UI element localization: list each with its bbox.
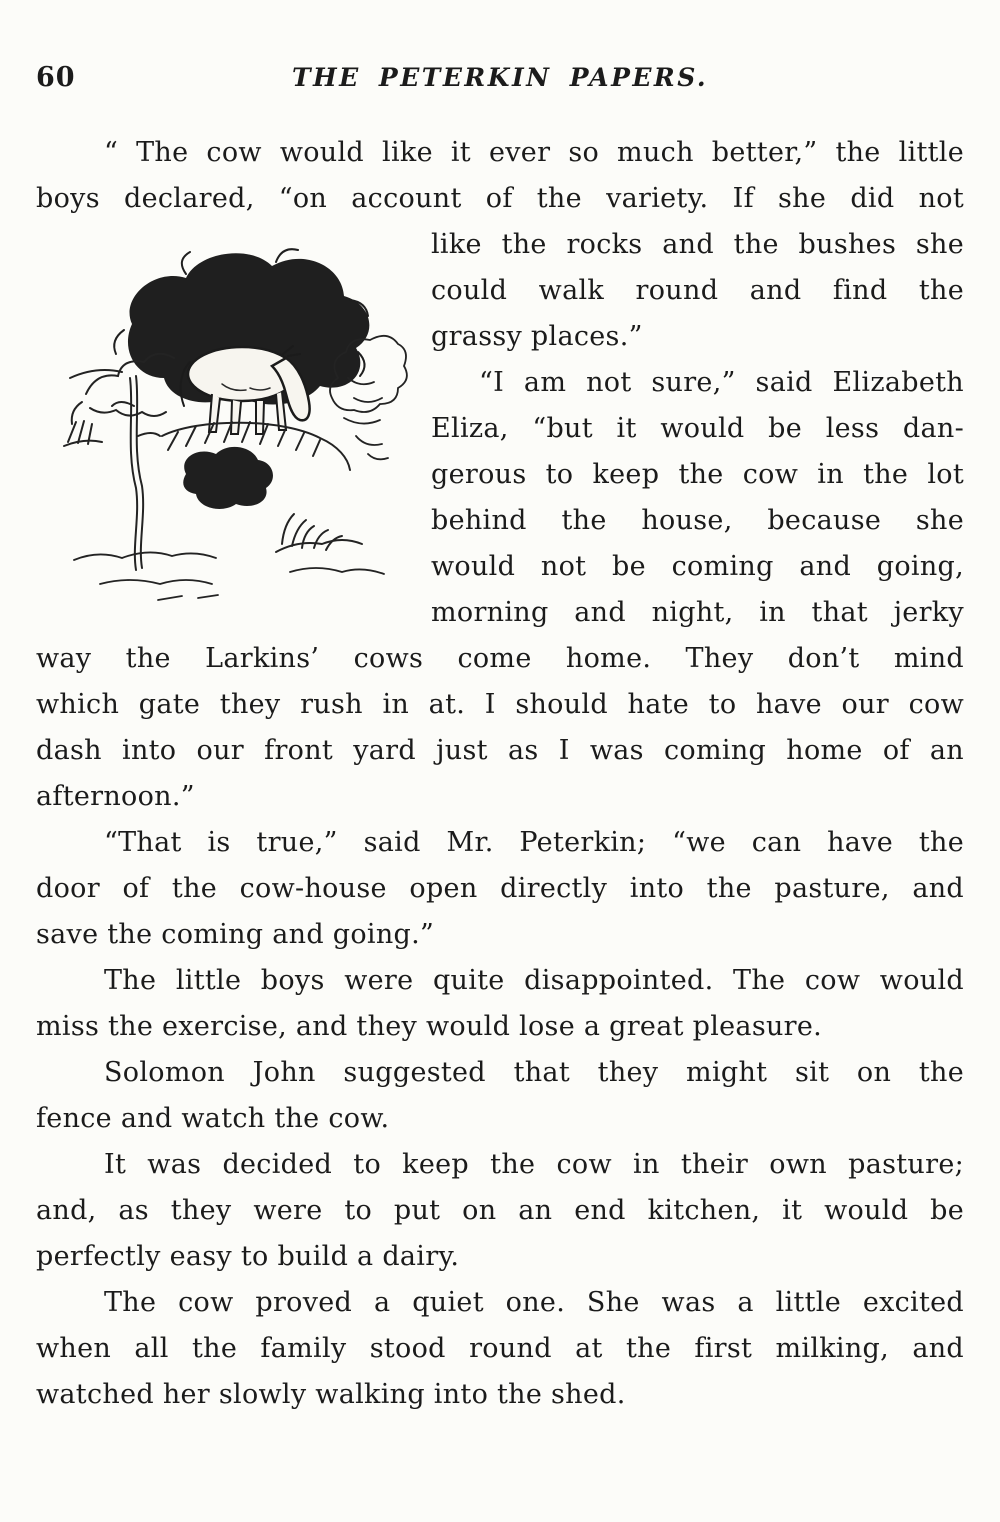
text-line: which gate they rush in at. I should hate to have our cow (36, 689, 964, 720)
text-line: watched her slowly walking into the shed. (36, 1379, 626, 1410)
text-line: It was decided to keep the cow in their own pasture; (104, 1149, 964, 1180)
text-line: “I am not sure,” said Elizabeth (479, 367, 964, 398)
cow-sketch-graphic (36, 226, 411, 622)
text-line: could walk round and find the (431, 275, 964, 306)
running-head: THE PETERKIN PAPERS. (291, 63, 709, 92)
text-line: grassy places.” (431, 321, 643, 352)
text-line: when all the family stood round at the first milking, and (36, 1333, 964, 1364)
text-line: save the coming and going.” (36, 919, 435, 950)
text-line: “ The cow would like it ever so much better,” the little (104, 137, 964, 168)
text-line: dash into our front yard just as I was coming home of an (36, 735, 964, 766)
page-number: 60 (36, 62, 76, 93)
page-body (36, 130, 964, 1418)
text-line: way the Larkins’ cows come home. They don’t mind (36, 643, 964, 674)
text-line: morning and night, in that jerky (431, 597, 964, 628)
text-line: The little boys were quite disappointed. The cow would (104, 965, 964, 996)
text-line: and, as they were to put on an end kitchen, it would be (36, 1195, 964, 1226)
text-line: Solomon John suggested that they might sit on the (104, 1057, 964, 1088)
cow-pasture-illustration (36, 226, 411, 622)
text-line: “That is true,” said Mr. Peterkin; “we can have the (104, 827, 964, 858)
wrap-section (36, 222, 964, 1418)
text-line: gerous to keep the cow in the lot (431, 459, 964, 490)
text-line: fence and watch the cow. (36, 1103, 390, 1134)
text-line: The cow proved a quiet one. She was a little excited (104, 1287, 964, 1318)
text-line: behind the house, because she (431, 505, 964, 536)
text-line: Eliza, “but it would be less dan- (431, 413, 964, 444)
text-line: perfectly easy to build a dairy. (36, 1241, 460, 1272)
text-line: boys declared, “on account of the variety. If she did not (36, 183, 964, 214)
text-line: afternoon.” (36, 781, 195, 812)
page-header (36, 58, 964, 102)
text-line: would not be coming and going, (431, 551, 964, 582)
text-line: door of the cow-house open directly into the pasture, and (36, 873, 964, 904)
text-line: miss the exercise, and they would lose a great pleasure. (36, 1011, 823, 1042)
text-line: like the rocks and the bushes she (431, 229, 964, 260)
